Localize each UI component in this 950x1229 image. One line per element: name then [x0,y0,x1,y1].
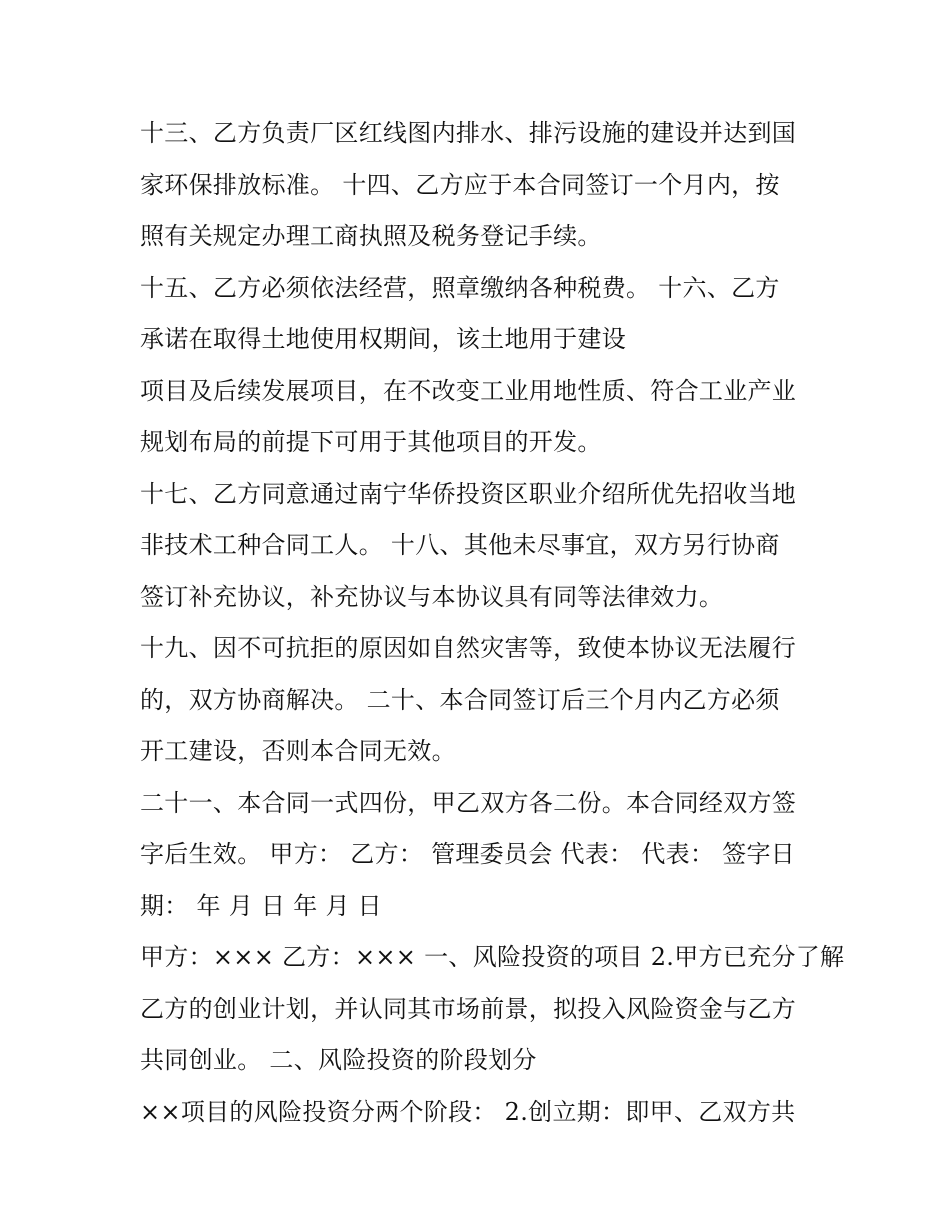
text-line: 十三、乙方负责厂区红线图内排水、排污设施的建设并达到国 [140,119,797,147]
text-line: 照有关规定办理工商执照及税务登记手续。 [140,222,602,250]
text-line: 规划布局的前提下可用于其他项目的开发。 [140,428,602,456]
text-line: 的，双方协商解决。 二十、本合同签订后三个月内乙方必须 [140,685,780,714]
text-line: 十七、乙方同意通过南宁华侨投资区职业介绍所优先招收当地 [140,479,797,508]
text-line: 项目及后续发展项目，在不改变工业用地性质、符合工业产业 [140,376,797,405]
text-line: 甲方：××× 乙方：××× 一、风险投资的项目 2.甲方已充分了解 [140,943,845,971]
text-line: 期： 年 月 日 年 月 日 [140,891,382,920]
text-line: 开工建设，否则本合同无效。 [140,737,456,765]
text-line: ××项目的风险投资分两个阶段： 2.创立期：即甲、乙双方共 [140,1097,796,1126]
text-line: 家环保排放标准。 十四、乙方应于本合同签订一个月内，按 [140,170,780,199]
text-line: 十九、因不可抗拒的原因如自然灾害等，致使本协议无法履行 [140,634,797,662]
text-line: 共同创业。 二、风险投资的阶段划分 [140,1046,537,1074]
document-body [140,108,845,1138]
text-line: 十五、乙方必须依法经营，照章缴纳各种税费。 十六、乙方 [140,273,780,302]
text-line: 字后生效。 甲方： 乙方： 管理委员会 代表： 代表： 签字日 [140,840,796,868]
text-line: 签订补充协议，补充协议与本协议具有同等法律效力。 [140,582,724,611]
text-line: 非技术工种合同工人。 十八、其他未尽事宜，双方另行协商 [140,531,780,559]
text-line: 乙方的创业计划，并认同其市场前景，拟投入风险资金与乙方 [140,994,797,1023]
text-line: 承诺在取得土地使用权期间，该土地用于建设 [140,325,626,353]
text-line: 二十一、本合同一式四份，甲乙双方各二份。本合同经双方签 [140,788,797,817]
